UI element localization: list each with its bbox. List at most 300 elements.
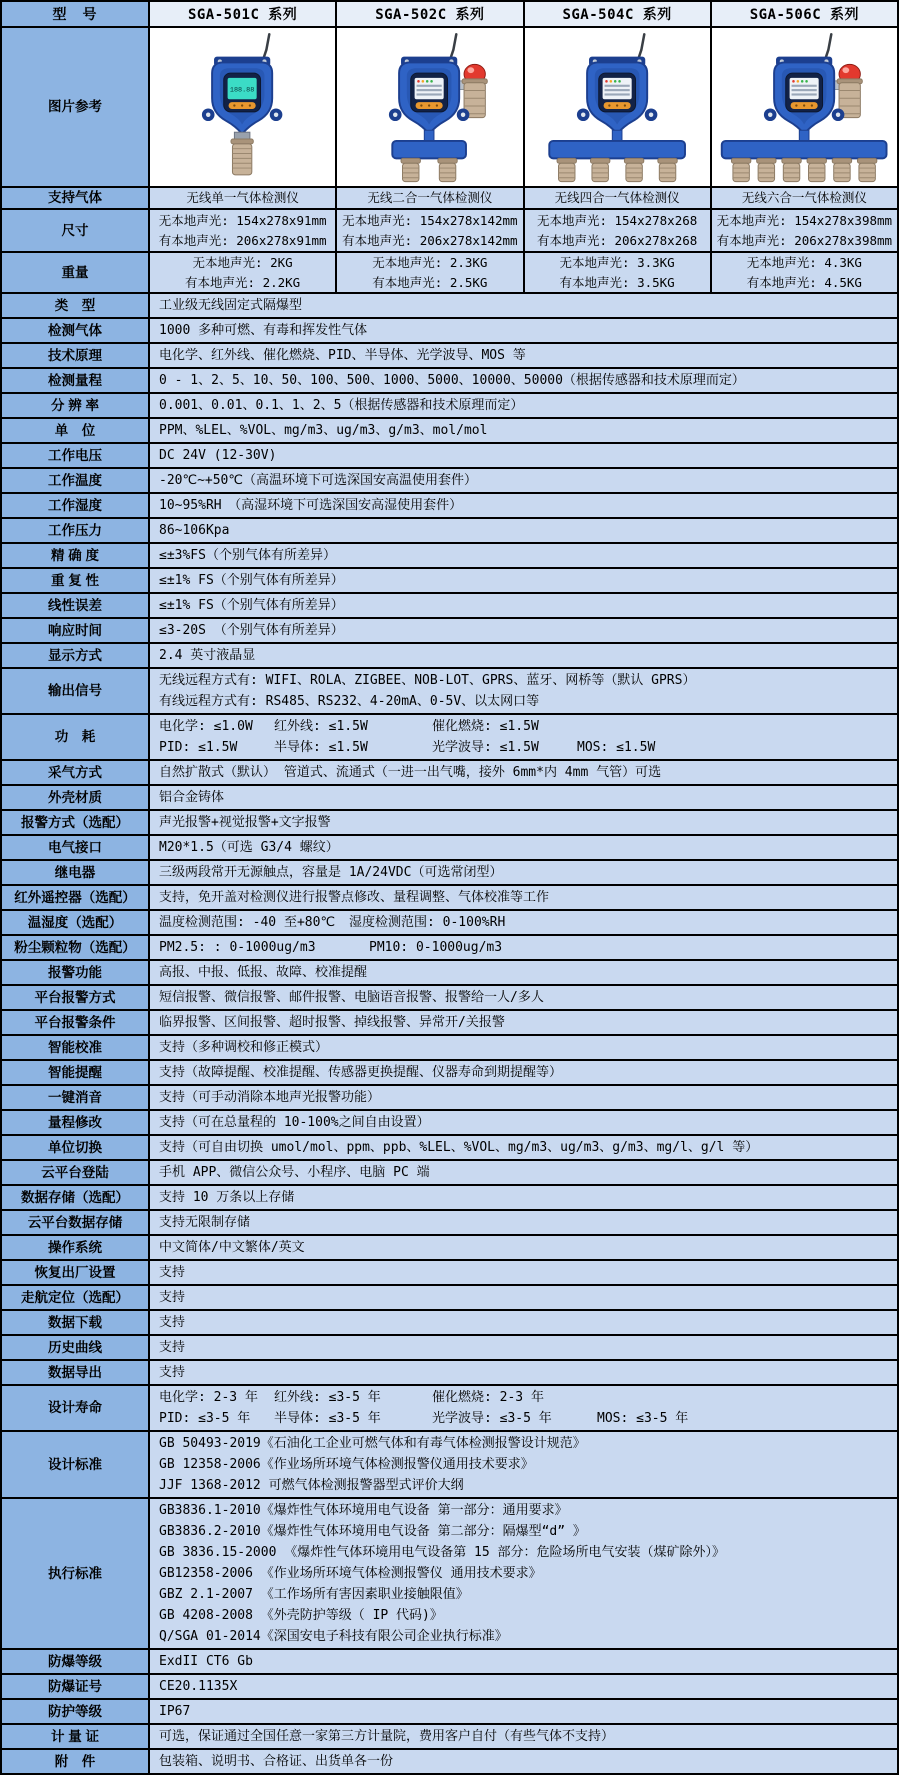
spec-row-24: [2, 911, 897, 936]
spec-row-label: 历史曲线: [2, 1336, 150, 1359]
spec-row-44: [2, 1432, 897, 1499]
spec-value-line: [159, 1626, 888, 1647]
image-row-label: 图片参考: [2, 28, 150, 186]
spec-row-label: 执行标准: [2, 1499, 150, 1648]
spec-row-label: 平台报警条件: [2, 1011, 150, 1034]
spec-row-value: [150, 1161, 897, 1184]
spec-value-line: [159, 445, 888, 466]
spec-row-value: [150, 1675, 897, 1698]
spec-value-segment: GB12358-2006 《作业场所环境气体检测报警仪 通用技术要求》: [159, 1566, 542, 1581]
spec-row-value: [150, 1750, 897, 1773]
spec-row-value: [150, 1286, 897, 1309]
spec-value-segment: ≤±1% FS（个别气体有所差异）: [159, 573, 344, 588]
spec-row-value: [150, 1432, 897, 1497]
spec-value-line: [159, 1187, 888, 1208]
spec-value-line: [159, 1454, 888, 1475]
size_row-value: 无本地声光: 154x278x268: [536, 212, 698, 228]
spec-value-line: [159, 1387, 888, 1408]
spec-row-label: 工作压力: [2, 519, 150, 542]
spec-value-segment: 包装箱、说明书、合格证、出货单各一份: [159, 1754, 394, 1769]
spec-row-10: [2, 519, 897, 544]
spec-value-segment: 光学波导: ≤3-5 年: [432, 1411, 552, 1426]
spec-row-23: [2, 886, 897, 911]
spec-row-value: [150, 519, 897, 542]
size_row-value: 无本地声光: 154x278x398mm: [716, 212, 893, 228]
spec-value-line: [159, 912, 888, 933]
spec-value-line: [159, 787, 888, 808]
spec-row-label: 检测气体: [2, 319, 150, 342]
product-image-sga-506c: [710, 28, 897, 186]
size-row: [2, 210, 897, 253]
spec-row-8: [2, 469, 897, 494]
spec-value-segment: 光学波导: ≤1.5W: [432, 740, 539, 755]
spec-row-label: 智能校准: [2, 1036, 150, 1059]
spec-value-line: [159, 887, 888, 908]
spec-value-segment: GB 12358-2006《作业场所环境气体检测报警仪通用技术要求》: [159, 1457, 534, 1472]
spec-row-label: 类 型: [2, 294, 150, 317]
spec-row-value: [150, 861, 897, 884]
spec-value-line: [159, 620, 888, 641]
spec-row-value: [150, 986, 897, 1009]
spec-row-label: 响应时间: [2, 619, 150, 642]
spec-row-12: [2, 569, 897, 594]
spec-value-segment: 无线远程方式有: WIFI、ROLA、ZIGBEE、NOB-LOT、GPRS、蓝牙、网桥等（默认 GPRS）: [159, 673, 696, 688]
spec-row-27: [2, 986, 897, 1011]
gas-type-text: 无线四合一气体检测仪: [554, 190, 680, 205]
weight_row-cell-4: [710, 253, 897, 292]
spec-value-segment: 可选，保证通过全国任意一家第三方计量院，费用客户自付（有些气体不支持）: [159, 1729, 615, 1744]
spec-row-value: [150, 1261, 897, 1284]
spec-value-line: [159, 545, 888, 566]
gas-type-text: 无线六合一气体检测仪: [741, 190, 867, 205]
spec-row-label: 防护等级: [2, 1700, 150, 1723]
weight-row: [2, 253, 897, 294]
spec-value-line: [159, 1012, 888, 1033]
spec-value-segment: 支持: [159, 1340, 186, 1355]
spec-row-46: [2, 1650, 897, 1675]
spec-row-value: [150, 811, 897, 834]
spec-row-40: [2, 1311, 897, 1336]
spec-row-33: [2, 1136, 897, 1161]
spec-row-42: [2, 1361, 897, 1386]
spec-value-line: [159, 470, 888, 491]
spec-row-value: [150, 619, 897, 642]
spec-value-segment: M20*1.5（可选 G3/4 螺纹）: [159, 840, 339, 855]
spec-row-label: 技术原理: [2, 344, 150, 367]
spec-value-segment: DC 24V (12-30V): [159, 448, 277, 463]
model-header-4: SGA-506C 系列: [710, 2, 897, 26]
spec-value-segment: ≤±1% FS（个别气体有所差异）: [159, 598, 344, 613]
spec-row-label: 电气接口: [2, 836, 150, 859]
spec-row-value: [150, 786, 897, 809]
spec-value-line: [159, 420, 888, 441]
spec-value-line: [159, 1521, 888, 1542]
spec-value-line: [159, 1676, 888, 1697]
spec-value-segment: CE20.1135X: [159, 1679, 238, 1694]
spec-value-segment: 0 - 1、2、5、10、50、100、500、1000、5000、10000、50000（根据传感器和技术原理而定）: [159, 373, 745, 388]
spec-row-value: [150, 1650, 897, 1673]
spec-row-16: [2, 669, 897, 715]
spec-row-label: 报警方式（选配）: [2, 811, 150, 834]
spec-value-line: [159, 1037, 888, 1058]
header-row: [2, 2, 897, 28]
spec-value-segment: MOS: ≤3-5 年: [597, 1411, 689, 1426]
spec-row-label: 数据下载: [2, 1311, 150, 1334]
spec-value-line: [159, 1287, 888, 1308]
spec-row-label: 设计标准: [2, 1432, 150, 1497]
spec-row-19: [2, 786, 897, 811]
weight_row-cell-3: [523, 253, 710, 292]
spec-value-line: [159, 645, 888, 666]
spec-row-value: [150, 1061, 897, 1084]
spec-row-2: [2, 319, 897, 344]
spec-value-segment: 湿度检测范围: 0-100%RH: [349, 915, 506, 930]
spec-value-segment: 有线远程方式有: RS485、RS232、4-20mA、0-5V、以太网口等: [159, 694, 540, 709]
product-image-sga-502c: [335, 28, 522, 186]
spec-value-line: [159, 1162, 888, 1183]
spec-row-45: [2, 1499, 897, 1650]
spec-row-label: 一键消音: [2, 1086, 150, 1109]
spec-value-segment: 催化燃烧: ≤1.5W: [432, 719, 539, 734]
spec-value-segment: 高报、中报、低报、故障、校准提醒: [159, 965, 368, 980]
spec-row-label: 云平台数据存储: [2, 1211, 150, 1234]
spec-row-label: 分 辨 率: [2, 394, 150, 417]
spec-value-segment: 10~95%RH （高湿环境下可选深国安高湿使用套件）: [159, 498, 463, 513]
spec-row-28: [2, 1011, 897, 1036]
spec-value-segment: 电化学、红外线、催化燃烧、PID、半导体、光学波导、MOS 等: [159, 348, 526, 363]
spec-row-25: [2, 936, 897, 961]
size_row-cell-3: [523, 210, 710, 251]
spec-row-37: [2, 1236, 897, 1261]
spec-value-line: [159, 737, 888, 758]
spec-row-20: [2, 811, 897, 836]
spec-value-segment: 半导体: ≤1.5W: [274, 740, 368, 755]
spec-value-segment: GB3836.2-2010《爆炸性气体环境用电气设备 第二部分：隔爆型“d” 》: [159, 1524, 586, 1539]
spec-value-line: [159, 345, 888, 366]
spec-value-line: [159, 1542, 888, 1563]
size_row-value: 有本地声光: 206x278x91mm: [158, 232, 327, 248]
spec-row-32: [2, 1111, 897, 1136]
spec-row-value: [150, 594, 897, 617]
spec-row-31: [2, 1086, 897, 1111]
spec-row-18: [2, 761, 897, 786]
spec-value-segment: 手机 APP、微信公众号、小程序、电脑 PC 端: [159, 1165, 430, 1180]
spec-row-48: [2, 1700, 897, 1725]
spec-row-label: 计 量 证: [2, 1725, 150, 1748]
spec-value-segment: ExdII CT6 Gb: [159, 1654, 253, 1669]
spec-row-value: [150, 1700, 897, 1723]
spec-row-value: [150, 344, 897, 367]
spec-row-value: [150, 911, 897, 934]
spec-row-value: [150, 961, 897, 984]
spec-value-line: [159, 320, 888, 341]
spec-row-6: [2, 419, 897, 444]
spec-value-segment: IP67: [159, 1704, 191, 1719]
spec-value-segment: 工业级无线固定式隔爆型: [159, 298, 303, 313]
model-header-2: SGA-502C 系列: [335, 2, 522, 26]
spec-value-line: [159, 1651, 888, 1672]
weight_row-label: 重量: [2, 253, 150, 292]
spec-value-segment: 支持（故障提醒、校准提醒、传感器更换提醒、仪器寿命到期提醒等）: [159, 1065, 563, 1080]
spec-row-39: [2, 1286, 897, 1311]
gas-type-2: [335, 188, 522, 208]
spec-row-17: [2, 715, 897, 761]
size_row-value: 无本地声光: 154x278x142mm: [342, 212, 518, 228]
spec-row-label: 继电器: [2, 861, 150, 884]
spec-value-segment: GB3836.1-2010《爆炸性气体环境用电气设备 第一部分：通用要求》: [159, 1503, 568, 1518]
spec-row-30: [2, 1061, 897, 1086]
weight_row-value: 有本地声光: 4.5KG: [746, 274, 862, 290]
weight_row-cell-2: [335, 253, 522, 292]
spec-value-segment: 支持 10 万条以上存储: [159, 1190, 295, 1205]
spec-row-3: [2, 344, 897, 369]
spec-row-label: 工作湿度: [2, 494, 150, 517]
spec-row-value: [150, 444, 897, 467]
spec-row-value: [150, 1036, 897, 1059]
size_row-label: 尺寸: [2, 210, 150, 251]
spec-row-label: 工作电压: [2, 444, 150, 467]
spec-value-line: [159, 1475, 888, 1496]
weight_row-value: 无本地声光: 3.3KG: [559, 254, 675, 270]
spec-row-41: [2, 1336, 897, 1361]
spec-row-value: [150, 1211, 897, 1234]
size_row-value: 有本地声光: 206x278x268: [536, 232, 698, 248]
product-image-row: [2, 28, 897, 188]
spec-value-segment: 半导体: ≤3-5 年: [274, 1411, 381, 1426]
spec-row-label: 附 件: [2, 1750, 150, 1773]
spec-row-label: 恢复出厂设置: [2, 1261, 150, 1284]
weight_row-value: 有本地声光: 2.2KG: [185, 274, 301, 290]
spec-row-label: 数据存储（选配）: [2, 1186, 150, 1209]
spec-row-value: [150, 1336, 897, 1359]
weight_row-value: 无本地声光: 2.3KG: [372, 254, 488, 270]
spec-value-line: [159, 1584, 888, 1605]
weight_row-value: 无本地声光: 4.3KG: [746, 254, 862, 270]
spec-row-label: 单 位: [2, 419, 150, 442]
spec-row-value: [150, 1136, 897, 1159]
spec-value-line: [159, 1362, 888, 1383]
spec-row-label: 走航定位（选配）: [2, 1286, 150, 1309]
spec-value-segment: PPM、%LEL、%VOL、mg/m3、ug/m3、g/m3、mol/mol: [159, 423, 488, 438]
spec-row-label: 精 确 度: [2, 544, 150, 567]
spec-value-segment: GBZ 2.1-2007 《工作场所有害因素职业接触限值》: [159, 1587, 469, 1602]
svg-text:188.88: 188.88: [229, 86, 255, 95]
spec-value-line: [159, 1751, 888, 1772]
spec-row-value: [150, 394, 897, 417]
spec-row-label: 温湿度（选配）: [2, 911, 150, 934]
spec-value-segment: Q/SGA 01-2014《深国安电子科技有限公司企业执行标准》: [159, 1629, 508, 1644]
spec-row-value: [150, 469, 897, 492]
weight_row-value: 无本地声光: 2KG: [192, 254, 293, 270]
spec-row-label: 检测量程: [2, 369, 150, 392]
spec-row-label: 重 复 性: [2, 569, 150, 592]
spec-value-segment: 支持无限制存储: [159, 1215, 251, 1230]
spec-value-line: [159, 370, 888, 391]
size_row-value: 有本地声光: 206x278x142mm: [342, 232, 518, 248]
product-image-sga-504c: [523, 28, 710, 186]
gas-row-label: 支持气体: [2, 188, 150, 208]
spec-row-value: [150, 319, 897, 342]
spec-value-segment: 短信报警、微信报警、邮件报警、电脑语音报警、报警给一人/多人: [159, 990, 544, 1005]
spec-row-label: 智能提醒: [2, 1061, 150, 1084]
spec-row-value: [150, 761, 897, 784]
spec-value-segment: MOS: ≤1.5W: [577, 740, 656, 755]
spec-row-value: [150, 419, 897, 442]
spec-row-14: [2, 619, 897, 644]
spec-row-value: [150, 569, 897, 592]
weight_row-value: 有本地声光: 3.5KG: [559, 274, 675, 290]
gas-type-text: 无线单一气体检测仪: [186, 190, 299, 205]
model-header-1: SGA-501C 系列: [150, 2, 335, 26]
spec-row-label: 输出信号: [2, 669, 150, 713]
spec-value-line: [159, 295, 888, 316]
spec-value-segment: 支持（可在总量程的 10-100%之间自由设置）: [159, 1115, 430, 1130]
spec-row-49: [2, 1725, 897, 1750]
spec-value-segment: -20℃~+50℃（高温环境下可选深国安高温使用套件）: [159, 473, 477, 488]
size_row-cell-1: [150, 210, 335, 251]
gas-type-1: [150, 188, 335, 208]
spec-row-label: 操作系统: [2, 1236, 150, 1259]
spec-value-line: [159, 1500, 888, 1521]
spec-row-11: [2, 544, 897, 569]
spec-row-label: 数据导出: [2, 1361, 150, 1384]
spec-row-value: [150, 1386, 897, 1430]
spec-row-50: [2, 1750, 897, 1773]
product-image-cells: [150, 28, 897, 186]
size_row-cell-2: [335, 210, 522, 251]
spec-row-value: [150, 669, 897, 713]
model-header-cells: [150, 2, 897, 26]
spec-row-value: [150, 1311, 897, 1334]
size_row-cell-4: [710, 210, 897, 251]
spec-row-47: [2, 1675, 897, 1700]
spec-value-line: [159, 1605, 888, 1626]
model-header-label: 型 号: [2, 2, 150, 26]
spec-value-line: [159, 520, 888, 541]
spec-value-line: [159, 1137, 888, 1158]
spec-row-38: [2, 1261, 897, 1286]
spec-value-segment: PM10: 0-1000ug/m3: [369, 940, 503, 955]
spec-value-segment: PM2.5: : 0-1000ug/m3: [159, 940, 316, 955]
spec-row-value: [150, 1011, 897, 1034]
spec-value-segment: 红外线: ≤1.5W: [274, 719, 368, 734]
spec-row-label: 显示方式: [2, 644, 150, 667]
spec-row-value: [150, 294, 897, 317]
spec-value-line: [159, 395, 888, 416]
size_row-value: 无本地声光: 154x278x91mm: [158, 212, 327, 228]
spec-row-label: 红外遥控器（选配）: [2, 886, 150, 909]
spec-row-value: [150, 644, 897, 667]
spec-value-line: [159, 1563, 888, 1584]
spec-row-label: 设计寿命: [2, 1386, 150, 1430]
spec-value-segment: PID: ≤3-5 年: [159, 1411, 251, 1426]
spec-row-22: [2, 861, 897, 886]
product-image-sga-501c: [150, 28, 335, 186]
spec-row-35: [2, 1186, 897, 1211]
spec-value-line: [159, 1237, 888, 1258]
spec-row-label: 功 耗: [2, 715, 150, 759]
spec-value-line: [159, 837, 888, 858]
spec-value-segment: 支持: [159, 1365, 186, 1380]
spec-row-value: [150, 1186, 897, 1209]
spec-row-label: 平台报警方式: [2, 986, 150, 1009]
spec-row-26: [2, 961, 897, 986]
spec-row-value: [150, 886, 897, 909]
spec-row-label: 云平台登陆: [2, 1161, 150, 1184]
spec-row-43: [2, 1386, 897, 1432]
spec-row-34: [2, 1161, 897, 1186]
spec-value-segment: 催化燃烧: 2-3 年: [432, 1390, 544, 1405]
spec-row-29: [2, 1036, 897, 1061]
spec-row-9: [2, 494, 897, 519]
spec-value-line: [159, 670, 888, 691]
spec-value-line: [159, 862, 888, 883]
spec-row-value: [150, 369, 897, 392]
spec-value-line: [159, 570, 888, 591]
spec-value-line: [159, 1087, 888, 1108]
spec-value-segment: 支持: [159, 1290, 186, 1305]
supported-gas-row: [2, 188, 897, 210]
spec-value-segment: 支持（可手动消除本地声光报警功能）: [159, 1090, 381, 1105]
spec-row-value: [150, 1725, 897, 1748]
spec-value-segment: 自然扩散式（默认） 管道式、流通式（一进一出气嘴，接外 6mm*内 4mm 气管）可选: [159, 765, 662, 780]
spec-value-line: [159, 937, 888, 958]
spec-row-value: [150, 836, 897, 859]
spec-value-line: [159, 1262, 888, 1283]
spec-value-segment: 红外线: ≤3-5 年: [274, 1390, 381, 1405]
spec-value-segment: 电化学: 2-3 年: [159, 1390, 258, 1405]
spec-row-value: [150, 1499, 897, 1648]
spec-row-21: [2, 836, 897, 861]
spec-row-label: 采气方式: [2, 761, 150, 784]
spec-row-label: 外壳材质: [2, 786, 150, 809]
spec-value-line: [159, 1062, 888, 1083]
spec-row-label: 线性误差: [2, 594, 150, 617]
spec-row-13: [2, 594, 897, 619]
spec-row-value: [150, 1111, 897, 1134]
spec-row-label: 粉尘颗粒物（选配）: [2, 936, 150, 959]
spec-value-segment: 三级两段常开无源触点，容量是 1A/24VDC（可选常闭型）: [159, 865, 503, 880]
spec-value-segment: 0.001、0.01、0.1、1、2、5（根据传感器和技术原理而定）: [159, 398, 524, 413]
spec-row-value: [150, 715, 897, 759]
spec-row-value: [150, 1086, 897, 1109]
spec-row-value: [150, 544, 897, 567]
spec-value-segment: 支持（可自由切换 umol/mol、ppm、ppb、%LEL、%VOL、mg/m3、ug/m3、g/m3、mg/l、g/l 等）: [159, 1140, 759, 1155]
spec-row-7: [2, 444, 897, 469]
spec-row-label: 报警功能: [2, 961, 150, 984]
spec-value-line: [159, 1112, 888, 1133]
spec-value-segment: 2.4 英寸液晶显: [159, 648, 256, 663]
spec-row-1: [2, 294, 897, 319]
spec-value-segment: 支持，免开盖对检测仪进行报警点修改、量程调整、气体校准等工作: [159, 890, 550, 905]
spec-value-line: [159, 1312, 888, 1333]
spec-row-label: 工作温度: [2, 469, 150, 492]
spec-row-value: [150, 494, 897, 517]
spec-row-label: 防爆等级: [2, 1650, 150, 1673]
gas-type-3: [523, 188, 710, 208]
spec-value-segment: 声光报警+视觉报警+文字报警: [159, 815, 331, 830]
spec-value-segment: 电化学: ≤1.0W: [159, 719, 253, 734]
weight_row-cell-1: [150, 253, 335, 292]
spec-row-value: [150, 1236, 897, 1259]
spec-value-segment: GB 50493-2019《石油化工企业可燃气体和有毒气体检测报警设计规范》: [159, 1436, 586, 1451]
spec-value-line: [159, 812, 888, 833]
spec-row-36: [2, 1211, 897, 1236]
spec-value-segment: 临界报警、区间报警、超时报警、掉线报警、异常开/关报警: [159, 1015, 505, 1030]
spec-value-segment: 1000 多种可燃、有毒和挥发性气体: [159, 323, 368, 338]
spec-row-5: [2, 394, 897, 419]
spec-value-segment: GB 3836.15-2000 《爆炸性气体环境用电气设备第 15 部分：危险场所电气安装（煤矿除外）》: [159, 1545, 726, 1560]
